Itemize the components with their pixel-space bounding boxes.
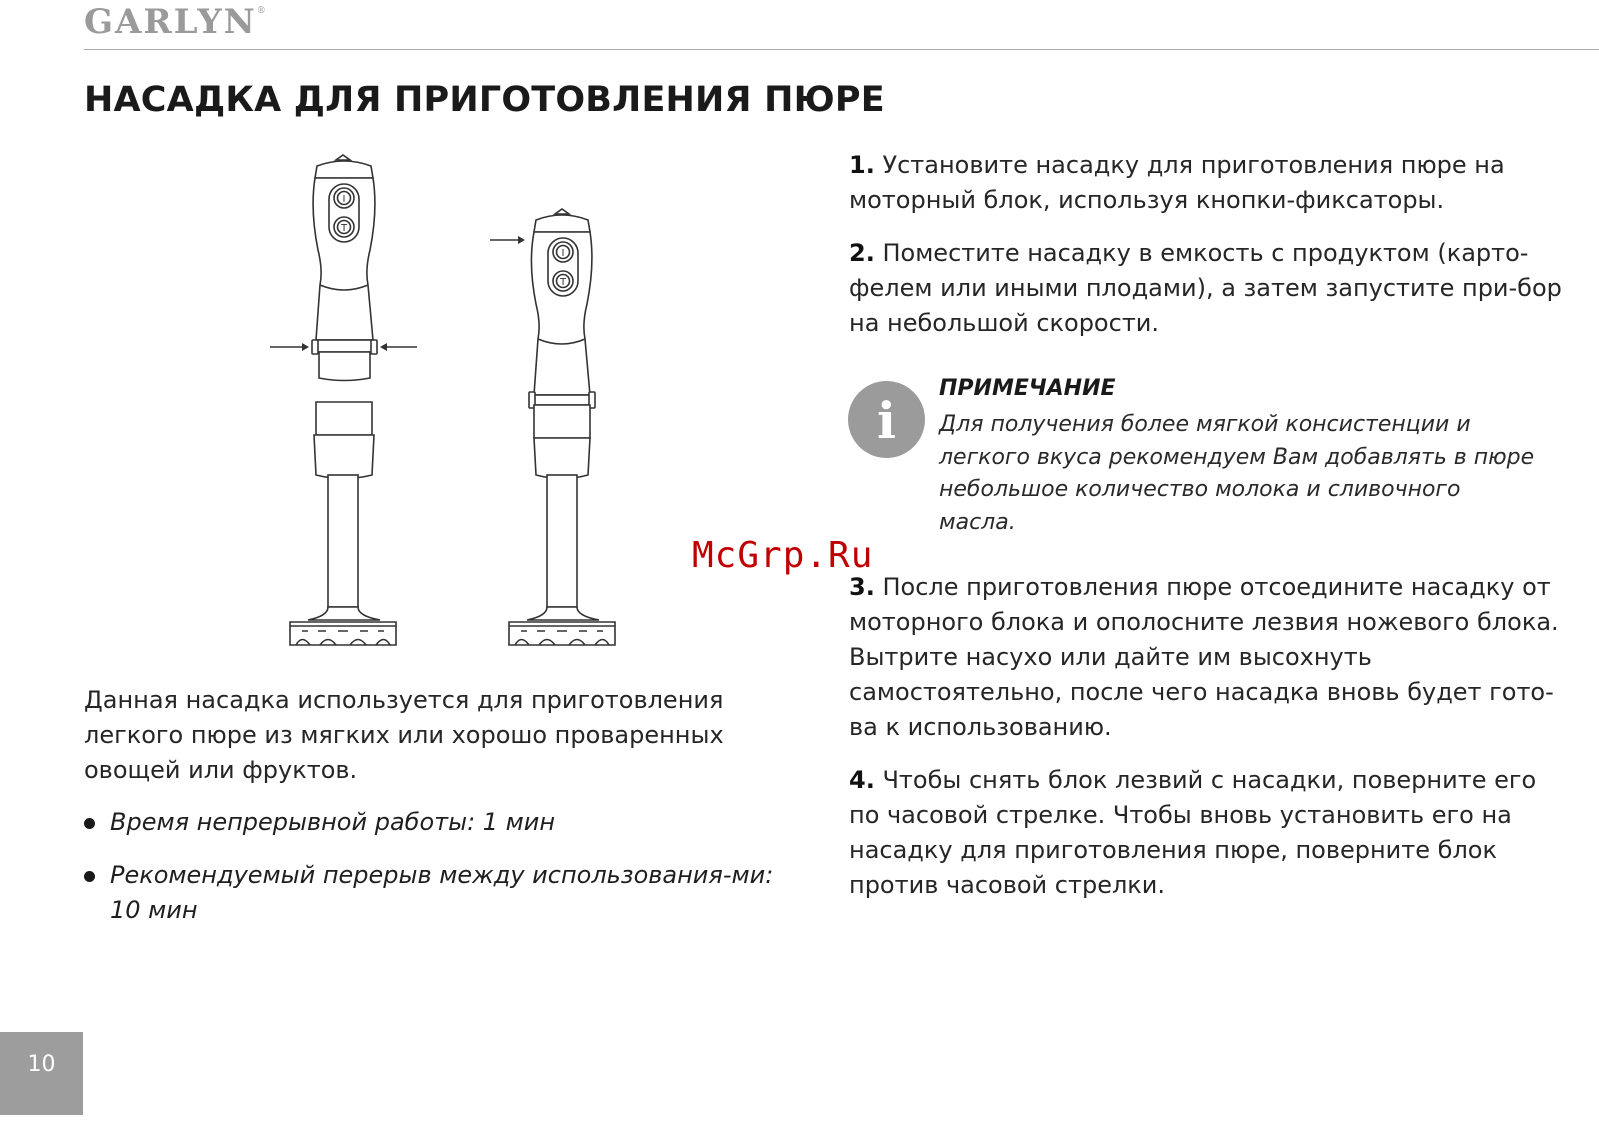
bullet-icon bbox=[84, 818, 95, 829]
intro-paragraph: Данная насадка используется для приготовления легкого пюре из мягких или хорошо проваренных овощей или фруктов. bbox=[84, 686, 724, 784]
turbo-button-glyph: T bbox=[340, 223, 348, 234]
note-text: Для получения более мягкой консистенции и легкого вкуса рекомендуем Вам добавлять в пюре небольшое количество молока и сливочного масла. bbox=[939, 412, 1535, 535]
note-title: ПРИМЕЧАНИЕ bbox=[939, 376, 1116, 401]
page-number: 10 bbox=[27, 1052, 56, 1077]
info-icon: i bbox=[848, 381, 925, 458]
step-number: 4. bbox=[849, 766, 875, 794]
bullet-icon bbox=[84, 871, 95, 882]
blender-assembled bbox=[509, 209, 615, 645]
page-title: НАСАДКА ДЛЯ ПРИГОТОВЛЕНИЯ ПЮРЕ bbox=[84, 80, 885, 120]
step-3 bbox=[849, 570, 1569, 745]
step-text: После приготовления пюре отсоедините насадку от моторного блока и ополосните лезвия ножевого блока. Вытрите насухо или дайте им высохнуть самостоятельно, после чего насадка вновь будет гото-ва к использованию. bbox=[849, 573, 1559, 741]
step-text: Поместите насадку в емкость с продуктом (карто-фелем или иными плодами), а затем запустите при-бор на небольшой скорости. bbox=[849, 239, 1562, 337]
power-button-glyph: I bbox=[342, 194, 346, 205]
step-text: Установите насадку для приготовления пюре на моторный блок, используя кнопки-фиксаторы. bbox=[849, 151, 1505, 214]
bullet-text: Рекомендуемый перерыв между использования-ми: 10 мин bbox=[110, 861, 774, 924]
step-number: 2. bbox=[849, 239, 875, 267]
watermark: McGrp.Ru bbox=[692, 535, 874, 576]
bullet-text: Время непрерывной работы: 1 мин bbox=[110, 808, 556, 836]
power-button-glyph: I bbox=[561, 248, 565, 259]
turbo-button-glyph: T bbox=[559, 277, 567, 288]
puree-attachment-detached bbox=[290, 402, 396, 645]
step-4 bbox=[849, 763, 1569, 903]
step-text: Чтобы снять блок лезвий с насадки, поверните его по часовой стрелке. Чтобы вновь установить его на насадку для приготовления пюре, поверните блок против часовой стрелки. bbox=[849, 766, 1537, 899]
brand-logo bbox=[84, 2, 266, 42]
step-number: 3. bbox=[849, 573, 875, 601]
motor-unit-detached bbox=[312, 155, 377, 381]
step-2 bbox=[849, 236, 1569, 341]
list-item bbox=[84, 858, 804, 928]
brand-name: GARLYN bbox=[84, 2, 257, 42]
header-divider bbox=[84, 49, 1599, 50]
operation-limits-list bbox=[84, 805, 804, 946]
arrow-right-single bbox=[490, 236, 525, 244]
step-1 bbox=[849, 148, 1569, 218]
registered-mark: ® bbox=[256, 5, 266, 16]
list-item bbox=[84, 805, 804, 840]
blender-illustration bbox=[262, 150, 632, 660]
step-number: 1. bbox=[849, 151, 875, 179]
